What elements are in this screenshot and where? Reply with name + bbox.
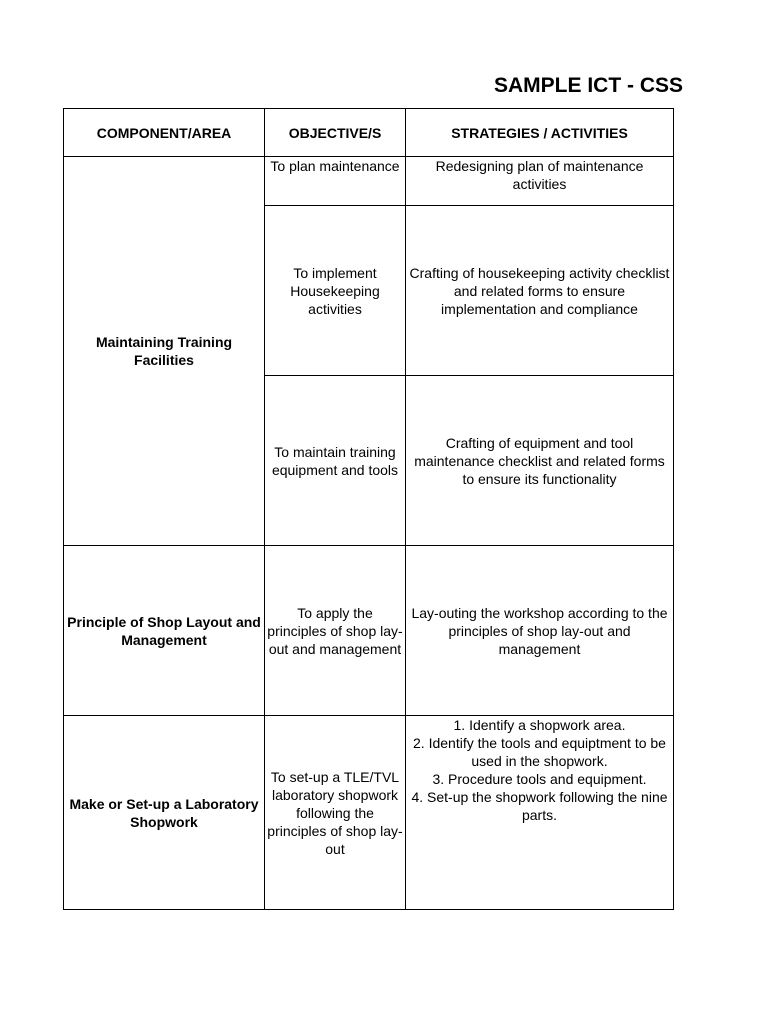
- strategy-list-item: 1. Identify a shopwork area.: [453, 717, 626, 733]
- component-cell: Make or Set-up a Laboratory Shopwork: [64, 716, 265, 910]
- strategy-cell: Crafting of housekeeping activity checklist and related forms to ensure implementation and compliance: [406, 206, 674, 376]
- objective-cell: To implement Housekeeping activities: [265, 206, 406, 376]
- table-row: [64, 716, 674, 910]
- strategy-list-cell: [406, 716, 674, 910]
- strategy-list-item: 2. Identify the tools and equiptment to be used in the shopwork.: [413, 735, 666, 769]
- strategy-cell: Lay-outing the workshop according to the principles of shop lay-out and management: [406, 546, 674, 716]
- objective-cell: To maintain training equipment and tools: [265, 376, 406, 546]
- component-cell: Principle of Shop Layout and Management: [64, 546, 265, 716]
- component-cell: Maintaining Training Facilities: [64, 157, 265, 546]
- header-component-area: COMPONENT/AREA: [64, 109, 265, 157]
- strategy-cell: Redesigning plan of maintenance activities: [406, 157, 674, 206]
- table-row: [64, 546, 674, 716]
- objective-cell: To set-up a TLE/TVL laboratory shopwork following the principles of shop lay-out: [265, 716, 406, 910]
- objective-cell: To apply the principles of shop lay-out and management: [265, 546, 406, 716]
- strategy-cell: Crafting of equipment and tool maintenance checklist and related forms to ensure its functionality: [406, 376, 674, 546]
- header-strategies-activities: STRATEGIES / ACTIVITIES: [406, 109, 674, 157]
- strategy-list-item: 3. Procedure tools and equipment.: [432, 771, 647, 787]
- header-objectives: OBJECTIVE/S: [265, 109, 406, 157]
- document-title: SAMPLE ICT - CSS: [494, 74, 684, 97]
- action-plan-table: [63, 108, 674, 910]
- objective-cell: To plan maintenance: [265, 157, 406, 206]
- table-header-row: [64, 109, 674, 157]
- strategy-list-item: 4. Set-up the shopwork following the nine parts.: [411, 789, 668, 823]
- table-row: [64, 157, 674, 206]
